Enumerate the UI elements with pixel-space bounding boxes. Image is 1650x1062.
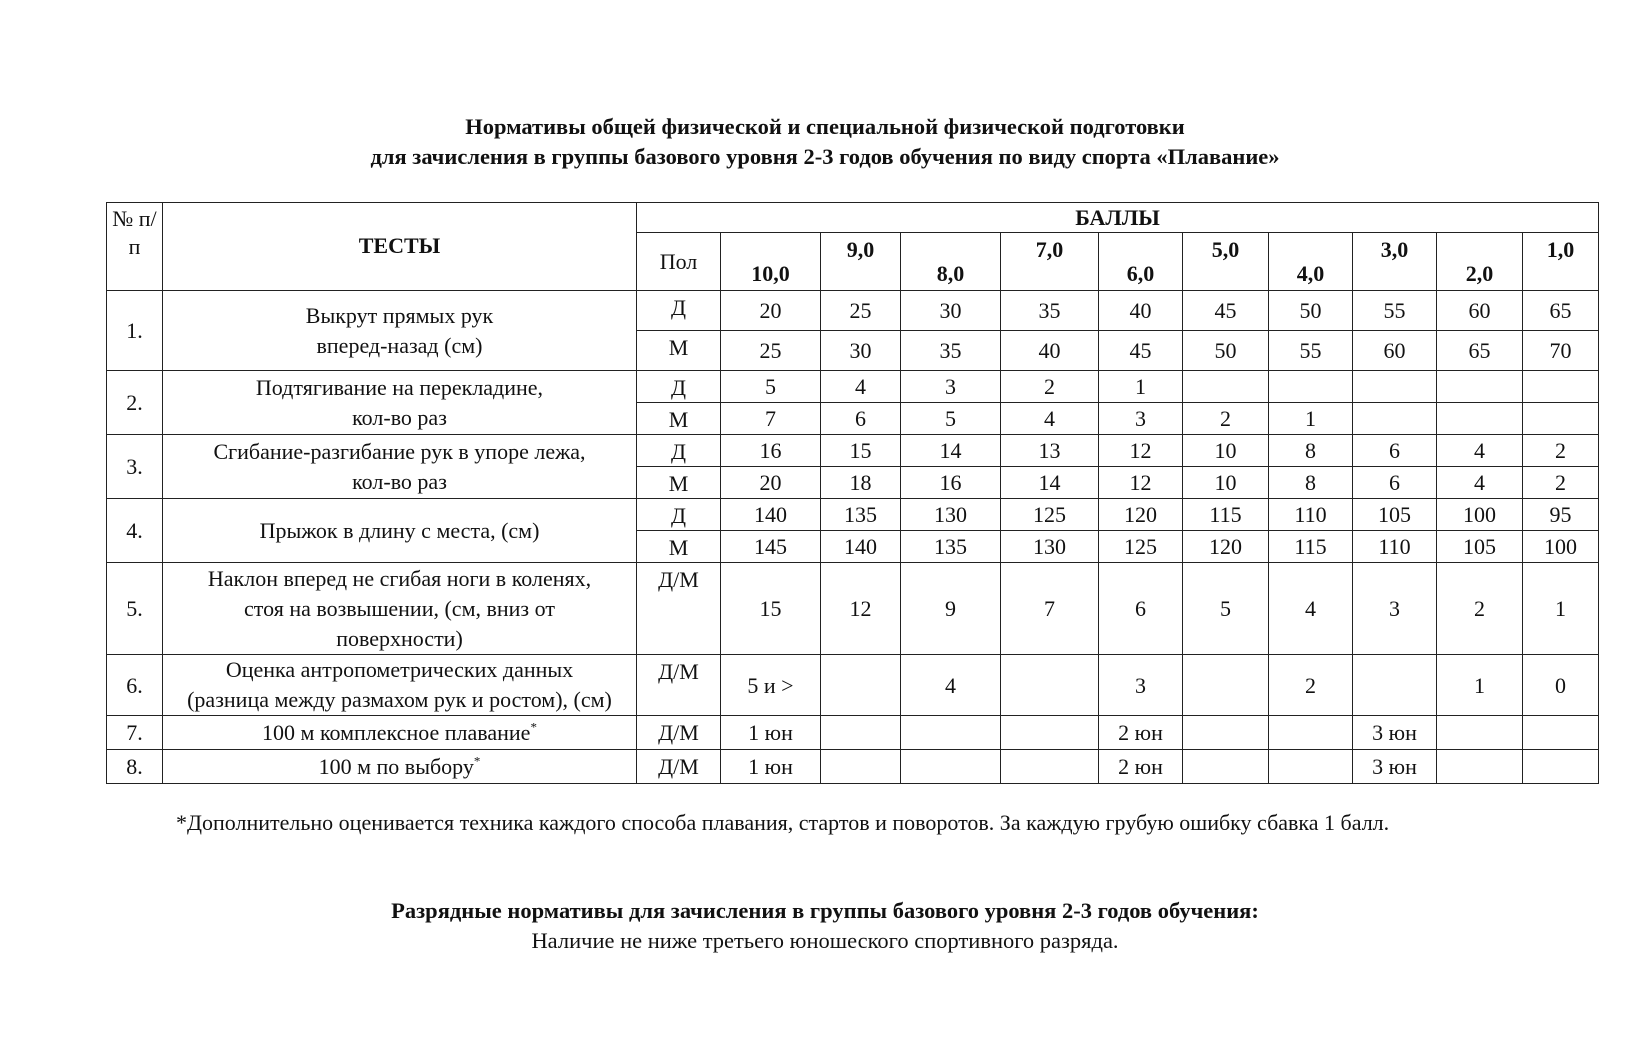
value-cell: 2 юн [1099, 750, 1183, 784]
value-cell [901, 750, 1001, 784]
header-score-label: 9,0 [846, 237, 875, 262]
value-cell: 1 [1269, 403, 1353, 435]
test-name-line [163, 718, 636, 748]
test-name-text: поверхности) [336, 625, 463, 651]
value-cell [1001, 750, 1099, 784]
value-cell: 1 [1523, 563, 1599, 655]
value-cell: 2 [1269, 655, 1353, 716]
value-cell [1353, 371, 1437, 403]
table-row [107, 563, 1599, 655]
sex-cell: М [637, 403, 721, 435]
value-cell: 4 [1269, 563, 1353, 655]
value-cell: 135 [901, 531, 1001, 563]
value-cell: 45 [1183, 291, 1269, 331]
footnote-mark: * [473, 753, 481, 769]
value-cell: 60 [1437, 291, 1523, 331]
sex-cell: М [637, 467, 721, 499]
value-cell: 120 [1099, 499, 1183, 531]
value-cell [1437, 716, 1523, 750]
value-cell: 3 [1099, 655, 1183, 716]
value-cell: 120 [1183, 531, 1269, 563]
value-cell: 6 [1099, 563, 1183, 655]
value-cell: 16 [901, 467, 1001, 499]
header-score [1001, 233, 1099, 291]
value-cell [1523, 371, 1599, 403]
value-cell: 55 [1269, 331, 1353, 371]
value-cell: 3 юн [1353, 750, 1437, 784]
value-cell [1353, 655, 1437, 716]
value-cell: 1 [1437, 655, 1523, 716]
value-cell: 12 [1099, 435, 1183, 467]
value-cell: 15 [821, 435, 901, 467]
norms-table [106, 202, 1599, 784]
header-score-label: 10,0 [751, 261, 790, 286]
test-name-text: стоя на возвышении, (см, вниз от [244, 595, 555, 621]
sex-cell: Д/М [637, 655, 721, 716]
header-score-label: 6,0 [1126, 261, 1155, 286]
value-cell [1523, 403, 1599, 435]
value-cell: 125 [1001, 499, 1099, 531]
value-cell: 5 [901, 403, 1001, 435]
header-scores-group: БАЛЛЫ [637, 203, 1599, 233]
value-cell: 4 [1437, 435, 1523, 467]
test-name [163, 499, 637, 563]
table-row [107, 371, 1599, 403]
header-score [1183, 233, 1269, 291]
value-cell: 70 [1523, 331, 1599, 371]
test-name-text: кол-во раз [352, 404, 447, 430]
header-score [1099, 233, 1183, 291]
value-cell: 3 [1099, 403, 1183, 435]
value-cell: 30 [901, 291, 1001, 331]
test-name [163, 563, 637, 655]
value-cell: 55 [1353, 291, 1437, 331]
value-cell: 4 [821, 371, 901, 403]
value-cell: 18 [821, 467, 901, 499]
table-row [107, 499, 1599, 531]
header-score-label: 8,0 [936, 261, 965, 286]
value-cell: 110 [1353, 531, 1437, 563]
value-cell [1001, 716, 1099, 750]
value-cell [1437, 371, 1523, 403]
value-cell: 100 [1437, 499, 1523, 531]
row-number: 2. [107, 371, 163, 435]
test-name-text: 100 м комплексное плавание [262, 719, 531, 745]
footnote-mark: * [530, 719, 537, 735]
test-name-line [163, 594, 636, 624]
row-number: 3. [107, 435, 163, 499]
table-row [107, 291, 1599, 331]
value-cell: 10 [1183, 467, 1269, 499]
row-number: 4. [107, 499, 163, 563]
value-cell: 2 юн [1099, 716, 1183, 750]
value-cell [1183, 716, 1269, 750]
value-cell: 10 [1183, 435, 1269, 467]
value-cell: 115 [1183, 499, 1269, 531]
test-name-text: Наклон вперед не сгибая ноги в коленях, [207, 565, 592, 591]
value-cell: 3 [1353, 563, 1437, 655]
test-name-text: Сгибание-разгибание рук в упоре лежа, [213, 438, 586, 464]
value-cell: 130 [1001, 531, 1099, 563]
header-score-label: 2,0 [1465, 261, 1494, 286]
value-cell [1183, 371, 1269, 403]
value-cell: 125 [1099, 531, 1183, 563]
value-cell: 50 [1269, 291, 1353, 331]
value-cell: 20 [721, 467, 821, 499]
value-cell: 7 [721, 403, 821, 435]
value-cell [1437, 750, 1523, 784]
value-cell [1269, 750, 1353, 784]
value-cell: 0 [1523, 655, 1599, 716]
table-row [107, 716, 1599, 750]
value-cell: 140 [721, 499, 821, 531]
header-score [1269, 233, 1353, 291]
value-cell [901, 716, 1001, 750]
value-cell: 130 [901, 499, 1001, 531]
header-score [1437, 233, 1523, 291]
value-cell: 14 [1001, 467, 1099, 499]
value-cell: 2 [1001, 371, 1099, 403]
value-cell: 16 [721, 435, 821, 467]
value-cell: 1 юн [721, 716, 821, 750]
header-score [1523, 233, 1599, 291]
value-cell: 7 [1001, 563, 1099, 655]
value-cell [1001, 655, 1099, 716]
sex-cell: Д/М [637, 716, 721, 750]
sex-cell: Д [637, 435, 721, 467]
document-title-line-1: Нормативы общей физической и специальной физической подготовки [465, 114, 1185, 139]
value-cell: 8 [1269, 467, 1353, 499]
value-cell: 65 [1437, 331, 1523, 371]
value-cell [821, 716, 901, 750]
value-cell: 2 [1523, 467, 1599, 499]
header-score [721, 233, 821, 291]
rank-text: Наличие не ниже третьего юношеского спортивного разряда. [531, 928, 1119, 953]
value-cell [1183, 750, 1269, 784]
value-cell: 1 [1099, 371, 1183, 403]
header-score-label: 7,0 [1035, 237, 1064, 262]
value-cell: 30 [821, 331, 901, 371]
test-name-line [163, 564, 636, 594]
value-cell: 6 [1353, 467, 1437, 499]
value-cell: 25 [821, 291, 901, 331]
test-name-line [163, 373, 636, 403]
test-name-line [163, 437, 636, 467]
value-cell: 4 [1437, 467, 1523, 499]
value-cell: 2 [1437, 563, 1523, 655]
test-name-line [163, 752, 636, 782]
test-name-line [163, 403, 636, 433]
value-cell: 135 [821, 499, 901, 531]
test-name [163, 371, 637, 435]
test-name-line [163, 301, 636, 331]
footnote: *Дополнительно оценивается техника каждого способа плавания, стартов и поворотов. За каждую грубую ошибку сбавка 1 балл. [176, 810, 1390, 835]
value-cell: 40 [1001, 331, 1099, 371]
test-name-line [163, 467, 636, 497]
sex-cell: М [637, 531, 721, 563]
value-cell: 140 [821, 531, 901, 563]
value-cell: 100 [1523, 531, 1599, 563]
value-cell [821, 750, 901, 784]
test-name [163, 655, 637, 716]
sex-cell: Д [637, 499, 721, 531]
value-cell: 35 [1001, 291, 1099, 331]
row-number: 8. [107, 750, 163, 784]
table-row [107, 435, 1599, 467]
value-cell: 60 [1353, 331, 1437, 371]
value-cell: 15 [721, 563, 821, 655]
value-cell [821, 655, 901, 716]
value-cell: 50 [1183, 331, 1269, 371]
value-cell: 145 [721, 531, 821, 563]
value-cell: 95 [1523, 499, 1599, 531]
value-cell: 105 [1353, 499, 1437, 531]
row-number: 7. [107, 716, 163, 750]
header-num: № п/п [107, 203, 163, 291]
test-name-line [163, 655, 636, 685]
value-cell [1183, 655, 1269, 716]
test-name-line [163, 624, 636, 654]
sex-cell: Д [637, 371, 721, 403]
value-cell: 2 [1183, 403, 1269, 435]
value-cell: 6 [821, 403, 901, 435]
value-cell: 110 [1269, 499, 1353, 531]
value-cell: 5 [1183, 563, 1269, 655]
header-score [821, 233, 901, 291]
header-score [901, 233, 1001, 291]
value-cell: 1 юн [721, 750, 821, 784]
value-cell: 3 юн [1353, 716, 1437, 750]
sex-cell: Д [637, 291, 721, 331]
value-cell: 12 [1099, 467, 1183, 499]
table-row [107, 655, 1599, 716]
test-name-line [163, 331, 636, 361]
test-name-line [163, 516, 636, 546]
header-tests: ТЕСТЫ [163, 203, 637, 291]
header-score-label: 4,0 [1296, 261, 1325, 286]
document-title-line-2: для зачисления в группы базового уровня 2-3 годов обучения по виду спорта «Плавание» [370, 144, 1280, 169]
value-cell: 6 [1353, 435, 1437, 467]
header-sex: Пол [637, 233, 721, 291]
value-cell [1353, 403, 1437, 435]
row-number: 5. [107, 563, 163, 655]
value-cell [1523, 716, 1599, 750]
table-row [107, 750, 1599, 784]
test-name [163, 435, 637, 499]
value-cell: 14 [901, 435, 1001, 467]
row-number: 1. [107, 291, 163, 371]
test-name-text: вперед-назад (см) [316, 332, 483, 358]
rank-heading: Разрядные нормативы для зачисления в группы базового уровня 2-3 годов обучения: [391, 898, 1259, 923]
value-cell: 105 [1437, 531, 1523, 563]
table-header-row [107, 203, 1599, 233]
value-cell: 12 [821, 563, 901, 655]
test-name-text: 100 м по выбору [318, 753, 474, 779]
value-cell: 4 [1001, 403, 1099, 435]
value-cell: 115 [1269, 531, 1353, 563]
value-cell [1269, 716, 1353, 750]
value-cell: 8 [1269, 435, 1353, 467]
value-cell: 4 [901, 655, 1001, 716]
header-score-label: 3,0 [1380, 237, 1409, 262]
value-cell [1269, 371, 1353, 403]
value-cell: 3 [901, 371, 1001, 403]
value-cell [1437, 403, 1523, 435]
value-cell: 9 [901, 563, 1001, 655]
sex-cell: М [637, 331, 721, 371]
value-cell: 40 [1099, 291, 1183, 331]
test-name [163, 750, 637, 784]
header-score-label: 5,0 [1211, 237, 1240, 262]
header-score [1353, 233, 1437, 291]
test-name-text: Прыжок в длину с места, (см) [259, 517, 540, 543]
value-cell: 2 [1523, 435, 1599, 467]
test-name-text: Выкрут прямых рук [305, 302, 494, 328]
test-name-line [163, 685, 636, 715]
test-name-text: Оценка антропометрических данных [225, 657, 574, 682]
header-score-label: 1,0 [1546, 237, 1575, 262]
value-cell: 5 и > [721, 655, 821, 716]
value-cell: 65 [1523, 291, 1599, 331]
sex-cell: Д/М [637, 563, 721, 655]
test-name-text: (разница между размахом рук и ростом), (см) [187, 687, 612, 712]
value-cell: 35 [901, 331, 1001, 371]
test-name [163, 716, 637, 750]
value-cell: 25 [721, 331, 821, 371]
value-cell [1523, 750, 1599, 784]
value-cell: 5 [721, 371, 821, 403]
sex-cell: Д/М [637, 750, 721, 784]
test-name [163, 291, 637, 371]
value-cell: 20 [721, 291, 821, 331]
test-name-text: Подтягивание на перекладине, [255, 374, 544, 400]
row-number: 6. [107, 655, 163, 716]
test-name-text: кол-во раз [352, 468, 447, 494]
value-cell: 13 [1001, 435, 1099, 467]
value-cell: 45 [1099, 331, 1183, 371]
